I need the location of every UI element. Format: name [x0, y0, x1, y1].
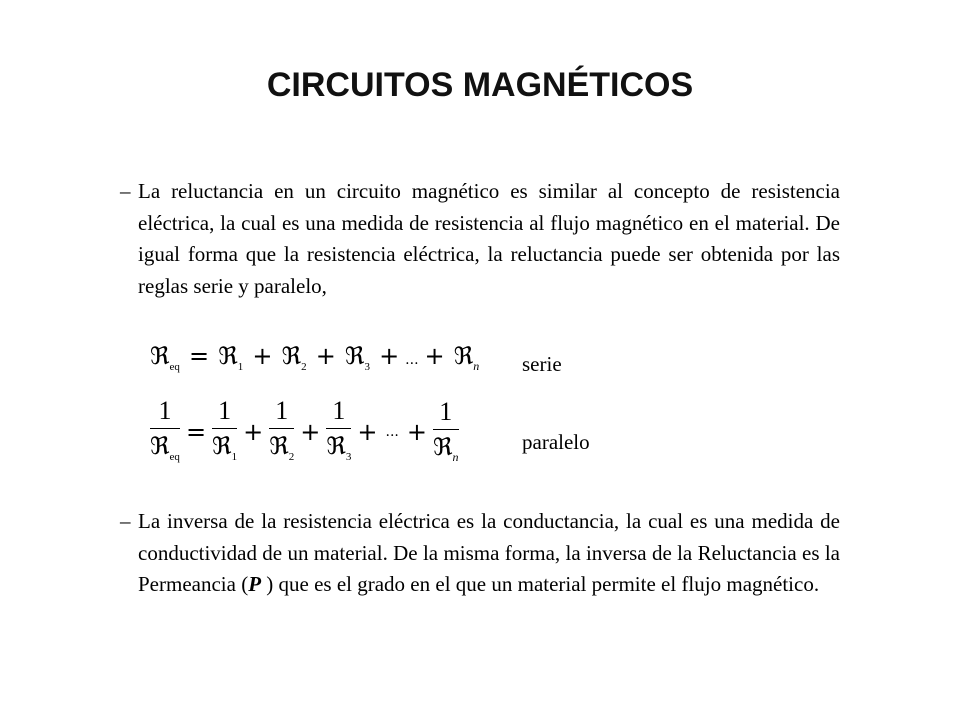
fraction-eq: $\frac{1}{ℜ_{eq}}$ [150, 396, 180, 463]
series-label: serie [522, 352, 562, 376]
series-equation: ℜ$_{eq}$ = ℜ$_1$ + ℜ$_2$ + ℜ$_3$ + ... + ℜ$_n$ [150, 342, 480, 373]
fraction-n: $\frac{1}{ℜ_n}$ [432, 396, 459, 464]
parallel-equation: $\frac{1}{ℜ_{eq}}$ = $\frac{1}{ℜ_1}$ + $\frac{1}{ℜ_2}$ + $\frac{1}{ℜ_3}$ + ... + $\frac{1}{ℜ_n}$ [150, 396, 459, 468]
page-title: CIRCUITOS MAGNÉTICOS [266, 66, 694, 104]
parallel-label: paralelo [522, 430, 590, 454]
fraction-3: $\frac{1}{ℜ_3}$ [326, 396, 352, 463]
fraction-1: $\frac{1}{ℜ_1}$ [212, 396, 238, 463]
permeance-symbol: P [248, 572, 262, 596]
fraction-2: $\frac{1}{ℜ_2}$ [269, 396, 295, 463]
bullet-dash: – [120, 179, 131, 203]
bullet-text: La inversa de la resistencia eléctrica es la conductancia, la cual es una medida de conductividad de un material. De la misma forma, la inversa de la Reluctancia es la Permeancia (P ) que es el grado en el que un material permite el flujo magnético. [138, 509, 840, 596]
bullet-text: La reluctancia en un circuito magnético es similar al concepto de resistencia eléctrica, la cual es una medida de resistencia al flujo magnético en el material. De igual forma que la resistencia eléctrica, la reluctancia puede ser obtenida por las reglas serie y paralelo, [138, 179, 840, 298]
bullet-dash: – [120, 509, 131, 533]
